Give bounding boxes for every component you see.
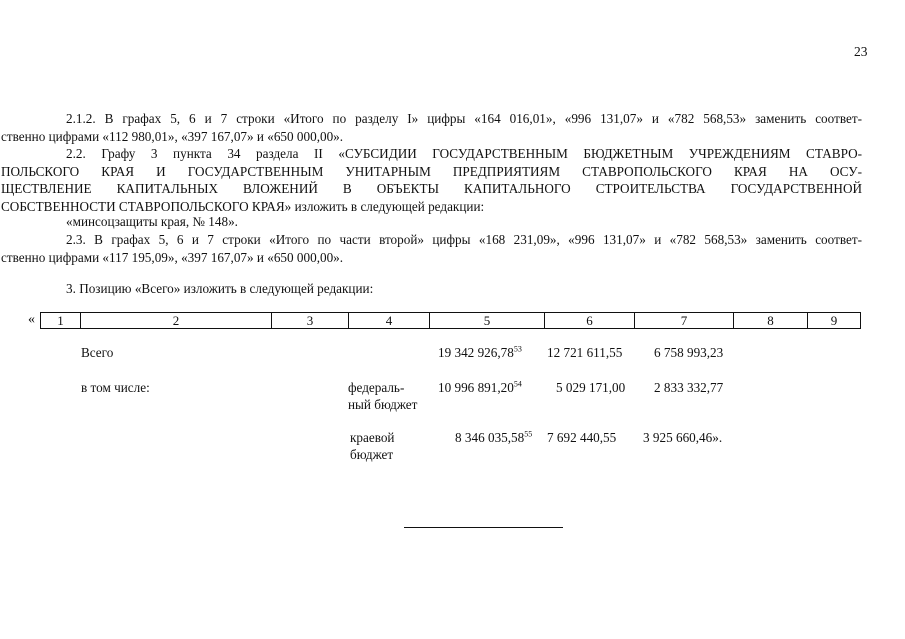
paragraph-quote: «минсоцзащиты края, № 148». bbox=[66, 214, 238, 229]
column-header: 3 bbox=[272, 313, 349, 329]
column-header: 5 bbox=[430, 313, 545, 329]
row-col5 bbox=[438, 379, 522, 397]
footnote-mark: 55 bbox=[524, 429, 533, 439]
footnote-mark: 53 bbox=[513, 344, 522, 354]
page-number: 23 bbox=[854, 44, 868, 59]
paragraph-line: 2.3. В графах 5, 6 и 7 строки «Итого по части второй» цифры «168 231,09», «996 131,07» и «782 568,53» заменить соответ- bbox=[66, 232, 862, 247]
row-col4: бюджет bbox=[350, 447, 394, 462]
row-label: в том числе: bbox=[81, 380, 150, 395]
divider-line bbox=[404, 527, 563, 528]
paragraph-line: 2.2. Графу 3 пункта 34 раздела II «СУБСИДИИ ГОСУДАРСТВЕННЫМ БЮДЖЕТНЫМ УЧРЕЖДЕНИЯМ СТАВРО- bbox=[66, 146, 862, 161]
column-header-table bbox=[40, 312, 861, 329]
paragraph-3: 3. Позицию «Всего» изложить в следующей редакции: bbox=[66, 281, 374, 296]
quote-mark: « bbox=[28, 312, 35, 327]
column-header: 8 bbox=[734, 313, 808, 329]
row-label: Всего bbox=[81, 345, 114, 360]
paragraph-line: ПОЛЬСКОГО КРАЯ И ГОСУДАРСТВЕННЫМ УНИТАРНЫМ ПРЕДПРИЯТИЯМ СТАВРОПОЛЬСКОГО КРАЯ НА ОСУ- bbox=[1, 163, 862, 179]
paragraph-line: ственно цифрами «112 980,01», «397 167,07» и «650 000,00». bbox=[1, 128, 344, 144]
row-col7: 6 758 993,23 bbox=[654, 345, 724, 360]
paragraph-line: ЩЕСТВЛЕНИЕ КАПИТАЛЬНЫХ ВЛОЖЕНИЙ В ОБЪЕКТЫ КАПИТАЛЬНОГО СТРОИТЕЛЬСТВА ГОСУДАРСТВЕННОЙ bbox=[1, 181, 862, 196]
paragraph-2-1-2 bbox=[1, 110, 862, 145]
column-header: 9 bbox=[808, 313, 861, 329]
row-col6: 5 029 171,00 bbox=[556, 380, 626, 395]
column-header: 6 bbox=[545, 313, 635, 329]
value: 8 346 035,58 bbox=[455, 430, 525, 445]
row-col4: федераль- bbox=[348, 380, 405, 395]
paragraph-line: ственно цифрами «117 195,09», «397 167,07» и «650 000,00». bbox=[1, 249, 344, 265]
row-col5 bbox=[455, 429, 532, 447]
paragraph-line: СОБСТВЕННОСТИ СТАВРОПОЛЬСКОГО КРАЯ» изложить в следующей редакции: bbox=[1, 198, 485, 214]
row-col4: ный бюджет bbox=[348, 397, 418, 412]
paragraph-2-2 bbox=[1, 145, 862, 215]
row-col7: 2 833 332,77 bbox=[654, 380, 724, 395]
paragraph-line: 2.1.2. В графах 5, 6 и 7 строки «Итого по разделу I» цифры «164 016,01», «996 131,07» и «782 568,53» заменить соответ- bbox=[66, 111, 862, 126]
footnote-mark: 54 bbox=[513, 379, 522, 389]
column-header: 2 bbox=[81, 313, 272, 329]
row-col6: 12 721 611,55 bbox=[547, 345, 623, 360]
row-col5 bbox=[438, 344, 522, 362]
value: 10 996 891,20 bbox=[438, 380, 514, 395]
column-header: 1 bbox=[41, 313, 81, 329]
row-col6: 7 692 440,55 bbox=[547, 430, 617, 445]
row-col7: 3 925 660,46». bbox=[643, 430, 723, 445]
column-header: 7 bbox=[635, 313, 734, 329]
row-col4: краевой bbox=[350, 430, 395, 445]
column-header: 4 bbox=[349, 313, 430, 329]
value: 19 342 926,78 bbox=[438, 345, 514, 360]
paragraph-2-3 bbox=[1, 231, 862, 266]
